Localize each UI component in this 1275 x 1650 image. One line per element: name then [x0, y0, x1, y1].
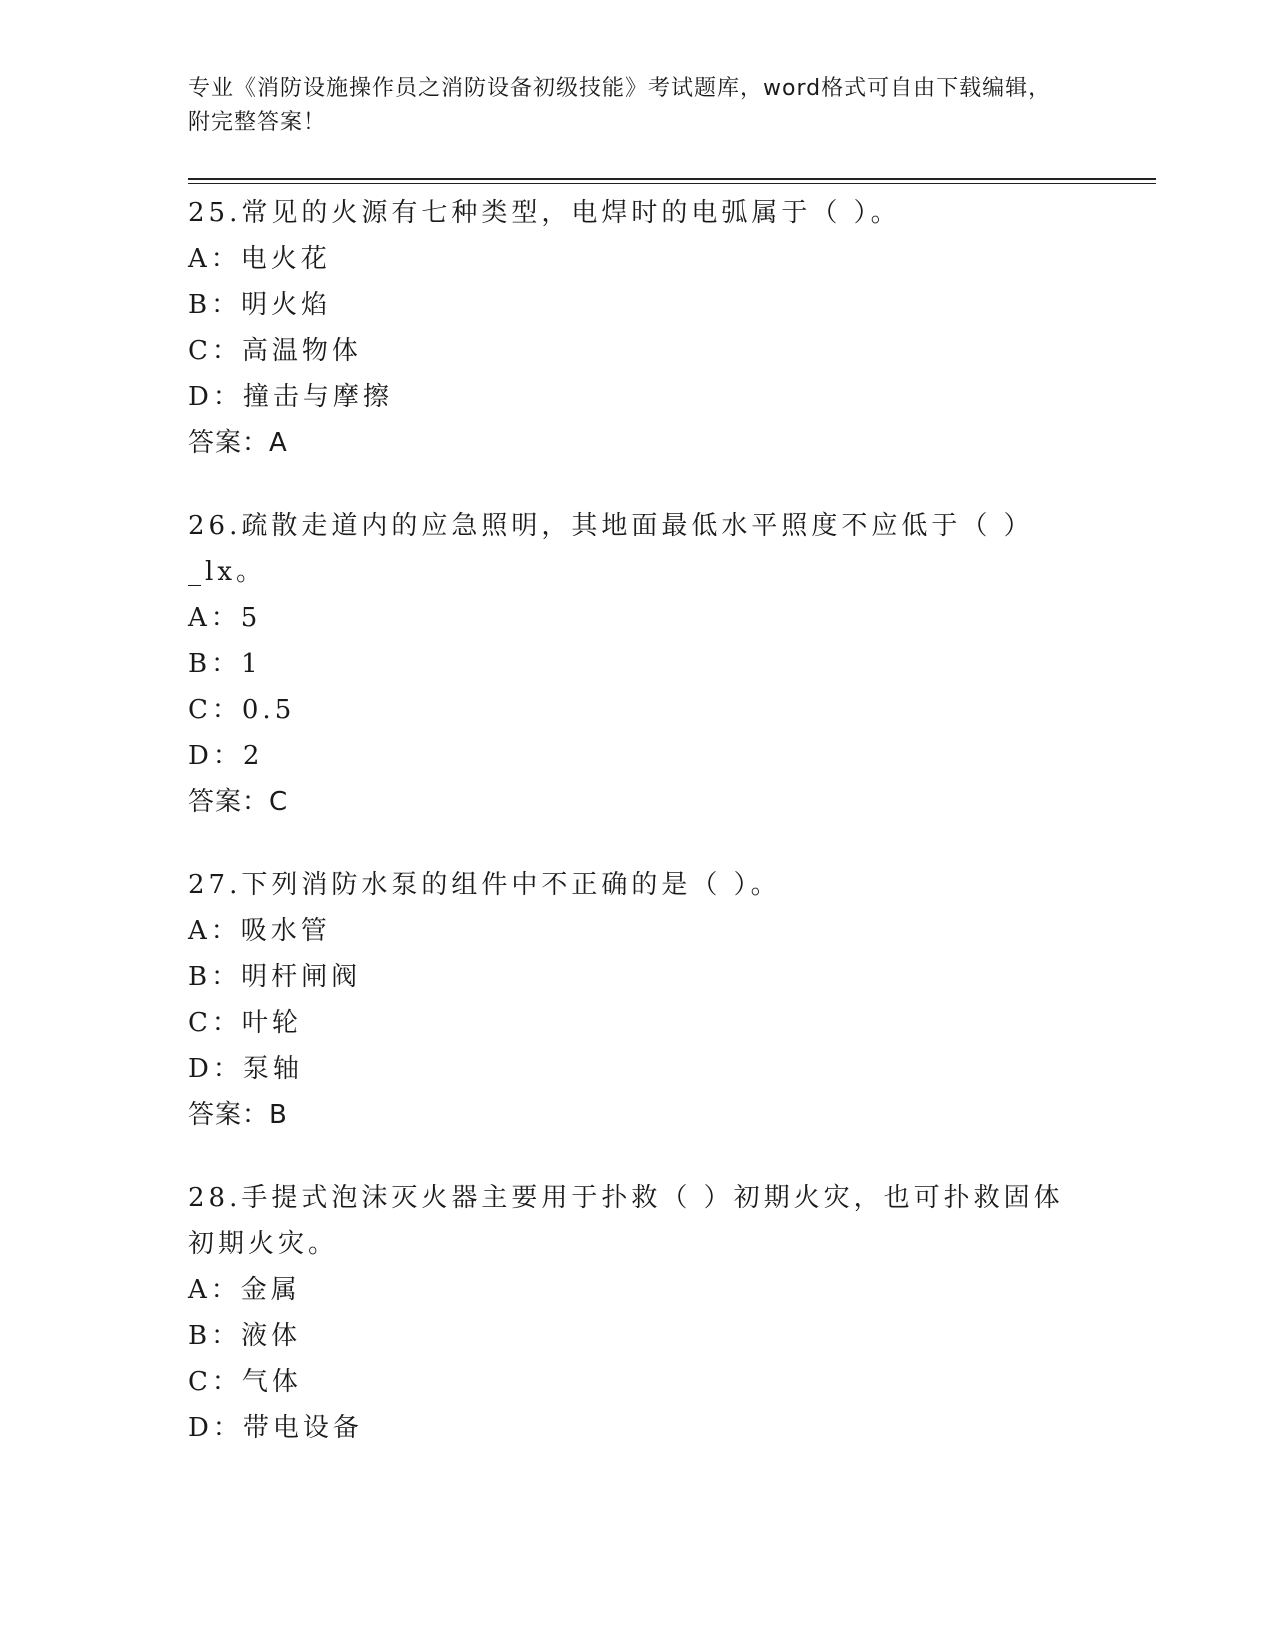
option-d: D：带电设备: [188, 1413, 363, 1443]
answer-line: 答案：A: [188, 428, 288, 458]
question-stem: 28.手提式泡沫灭火器主要用于扑救（ ）初期火灾，也可扑救固体初期火灾。: [188, 1183, 1064, 1259]
answer-line: 答案：C: [188, 787, 289, 817]
option-a: A：金属: [188, 1275, 301, 1305]
option-b: B：明火焰: [188, 290, 332, 320]
option-b: B：明杆闸阀: [188, 962, 362, 992]
question-list: [188, 190, 1108, 1488]
option-a: A：电火花: [188, 244, 331, 274]
question-stem: 27.下列消防水泵的组件中不正确的是（ ）。: [188, 870, 781, 900]
question-26: [188, 503, 1108, 825]
option-c: C：叶轮: [188, 1008, 302, 1038]
option-b: B：液体: [188, 1321, 302, 1351]
question-25: [188, 190, 1108, 466]
question-27: [188, 862, 1108, 1138]
document-intro: 专业《消防设施操作员之消防设备初级技能》考试题库，word格式可自由下载编辑，附完整答案！: [188, 76, 1052, 135]
option-d: D：2: [188, 741, 264, 771]
option-d: D：撞击与摩擦: [188, 382, 393, 412]
header-divider: [188, 178, 1156, 184]
option-c: C：高温物体: [188, 336, 362, 366]
option-c: C：0.5: [188, 695, 296, 725]
option-c: C：气体: [188, 1367, 302, 1397]
option-b: B：1: [188, 649, 262, 679]
option-d: D：泵轴: [188, 1054, 303, 1084]
question-stem: 25.常见的火源有七种类型，电焊时的电弧属于（ ）。: [188, 198, 901, 228]
question-28: [188, 1175, 1108, 1451]
answer-line: 答案：B: [188, 1100, 288, 1130]
question-stem: 26.疏散走道内的应急照明，其地面最低水平照度不应低于（ ）_lx。: [188, 511, 1034, 587]
option-a: A：吸水管: [188, 916, 331, 946]
option-a: A：5: [188, 603, 262, 633]
